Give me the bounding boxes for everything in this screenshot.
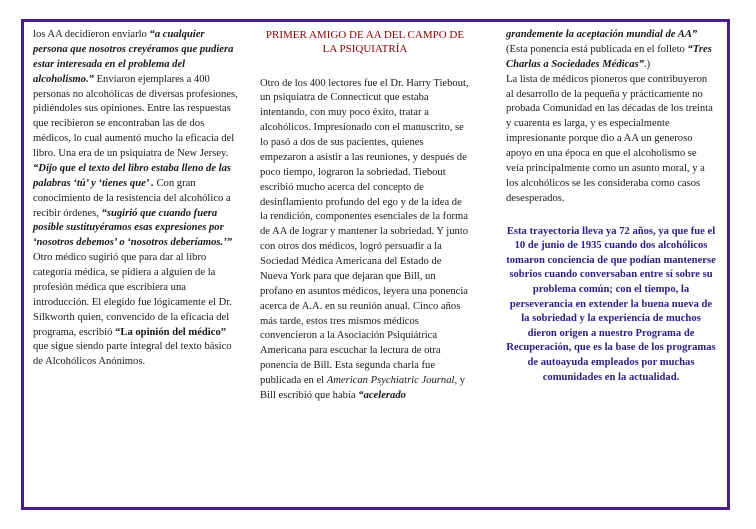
paragraph-silkworth: Otro médico sugirió que para dar al libro categoría médica, se pidiera a alguien de la profesión médica que escribiera una introducción. El elegido fue lógicamente el Dr. Silkworth quien, convencido de la eficacia del programa, escribió “La opinión del médico” que sigue siendo parte integral del texto básico de Alcohólicos Anónimos. (33, 252, 232, 368)
column-right (506, 28, 716, 385)
paragraph-book-responses: los AA decidieron enviarlo “a cualquier persona que nosotros creyéramos que pudiera estar interesada en el problema del alcoholismo.” Enviaron ejemplares a 400 personas no alcohólicas de diversas profesiones, pidiéndoles sus opiniones. Entre las respuestas que recibieron se encontraban las de dos médicos, lo cual aumentó mucho la eficacia del libro. Una era de un psiquiatra de New Jersey. “Dijo que el texto del libro estaba lleno de las palabras ‘tú’ y ‘tienes que’ . Con gran conocimiento de la resistencia del alcohólico a recibir órdenes, “sugirió que cuando fuera posible sustituyéramos esas expresiones por ‘nosotros debemos’ o ‘nosotros deberíamos.’” (33, 29, 238, 249)
paragraph-tiebout: Otro de los 400 lectores fue el Dr. Harry Tiebout, un psiquiatra de Connecticut que estaba intentando, con muy poco éxito, tratar a alcohólicos. Impresionado con el manuscrito, se lo pasó a dos de sus pacientes, quienes empezaron a asistir a las reuniones, y después de poco tiempo, lograron la sobriedad. Tiebout escribió mucho acerca del concepto de desinflamiento profundo del ego y de la idea de la rendición, componentes esenciales de la forma de AA de lograr y mantener la sobriedad. Y junto con otros dos médicos, logró persuadir a la Sociedad Médica Americana del Estado de Nueva York para que dejaran que Bill, un profano en asuntos médicos, leyera una ponencia acerca de A.A. en su reunión anual. Cinco años más tarde, estos tres mismos médicos convencieron a la Asociación Psiquiátrica Americana para escuchar la lectura de otra ponencia de Bill. Esta segunda charla fue publicada en el American Psychiatric Journal, y Bill escribió que había “acelerado (260, 77, 469, 401)
column-left (33, 28, 239, 370)
highlight-paragraph: Esta trayectoria lleva ya 72 años, ya que fue el 10 de junio de 1935 cuando dos alcohólicos tomaron conciencia de que podían mantenerse sobrios cuando conversaban entre sí sobre su problema común; con el tiempo, la perseverancia en extender la buena nueva de la sobriedad y la experiencia de muchos dieron origen a nuestro Programa de Recuperación, que es la base de los programas de autoayuda empleados por muchas comunidades en la actualidad. (506, 225, 716, 383)
section-title: PRIMER AMIGO DE AA DEL CAMPO DE LA PSIQUIATRÍA (265, 29, 465, 56)
newsletter-page (21, 19, 730, 510)
paragraph-pioneer-doctors: La lista de médicos pioneros que contribuyeron al desarrollo de la pequeña y prácticamente no probada Comunidad en las décadas de los treinta y cuarenta es larga, y es especialmente impresionante porque dio a AA un generoso apoyo en una época en que el alcoholismo se veía principalmente como un asunto moral, y a los alcohólicos se les consideraba como casos desesperados. (506, 73, 713, 204)
paragraph-acceptance: grandemente la aceptación mundial de AA” (Esta ponencia está publicada en el folleto “Tres Charlas a Sociedades Médicas”.) (506, 29, 712, 70)
column-middle (260, 28, 470, 404)
